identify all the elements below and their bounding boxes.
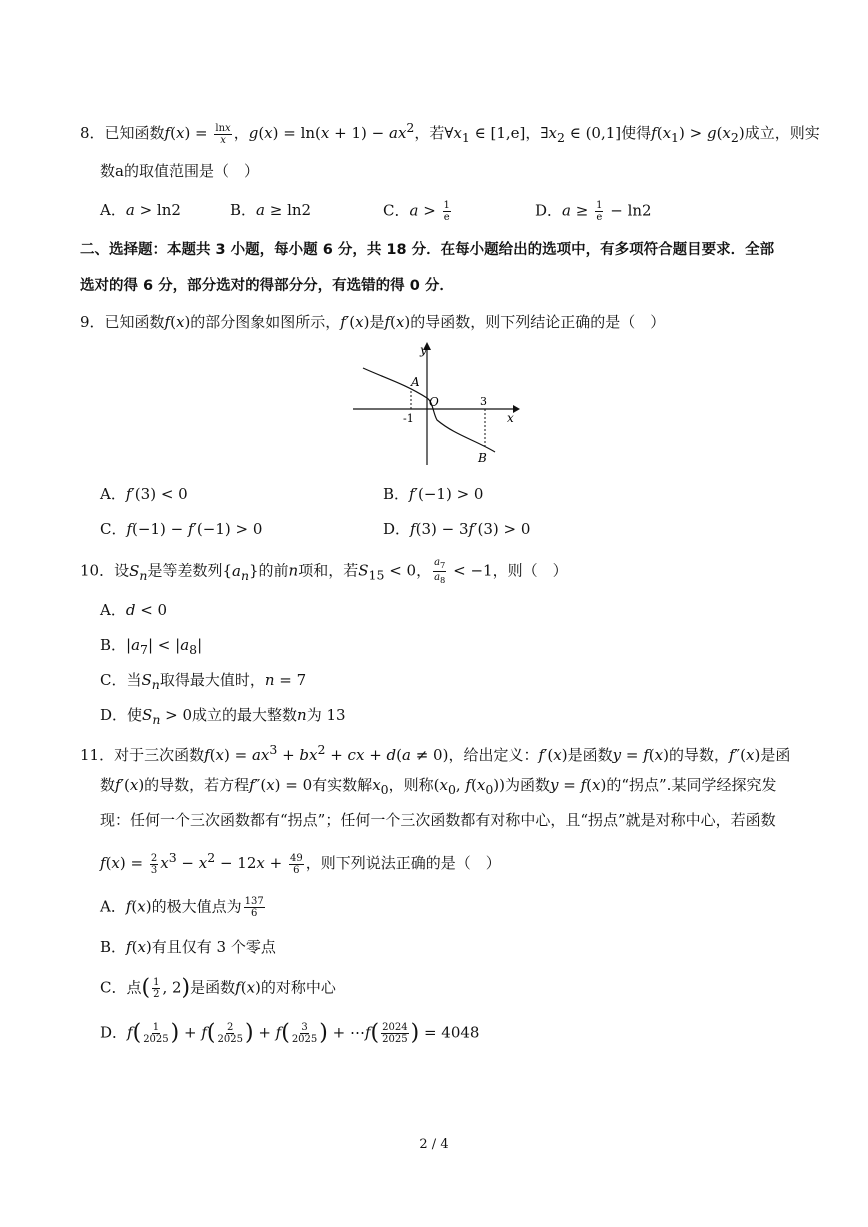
q8-stem-line2: 数a的取值范围是（ ） xyxy=(100,162,259,180)
q9-option-c: C．f(−1) − f′(−1) > 0 xyxy=(100,520,263,538)
q8-option-a: A．a > ln2 xyxy=(100,201,181,219)
q10-option-b: B．$|a_7| < |a_8|$ xyxy=(100,636,203,657)
q11-stem-line4: f(x) = $\frac{2}{3}$ $x^3 - x^2 - 12x$ + $\frac{49}{6}$ ，则下列说法正确的是（ ） xyxy=(100,850,501,876)
q9-option-d: D．f(3) − 3f′(3) > 0 xyxy=(383,520,531,538)
x-axis-arrow xyxy=(513,405,520,413)
label-x: x xyxy=(507,411,514,425)
q9-stem: 9．已知函数f(x)的部分图象如图所示，f′(x)是f(x)的导函数，则下列结论正确的是（ ） xyxy=(80,313,666,331)
label-B: B xyxy=(478,451,487,465)
q11-stem-line2: 数f′(x)的导数，若方程f″(x) = 0有实数解$x_0$，则称($x_0$, $f(x_0)$)为函数y = f(x)的“拐点”.某同学经探究发 xyxy=(100,776,777,797)
section-heading-line1: 二、选择题：本题共 3 小题，每小题 6 分，共 18 分．在每小题给出的选项中，有多项符合题目要求．全部 xyxy=(80,242,775,258)
q11-option-a: A．f(x)的极大值点为 $\frac{137}{6}$ xyxy=(100,896,264,919)
q11-option-c: C．点( $\frac{1}{2}$ , 2)是函数f(x)的对称中心 xyxy=(100,975,336,1001)
q8-option-d: D．a ≥ $\frac{1}{e}$ − ln2 xyxy=(535,200,652,223)
label-A: A xyxy=(411,375,420,389)
q8-option-b: B．a ≥ ln2 xyxy=(230,201,312,219)
q11-stem-line1: 11．对于三次函数$f(x) = ax^3 + bx^2$ + cx + d(a ≠ 0)，给出定义：f′(x)是函数y = f(x)的导数，f″(x)是函 xyxy=(80,742,791,764)
q11-option-b: B．f(x)有且仅有 3 个零点 xyxy=(100,938,276,956)
q10-option-d: D．使$S_n > 0$成立的最大整数n为 13 xyxy=(100,706,346,727)
q11-stem-line3: 现：任何一个三次函数都有“拐点”；任何一个三次函数都有对称中心，且“拐点”就是对称中心，若函数 xyxy=(100,811,776,829)
label-3: 3 xyxy=(480,395,487,408)
label-O: O xyxy=(429,395,439,409)
function-curve xyxy=(363,368,495,452)
q9-option-b: B．f′(−1) > 0 xyxy=(383,485,484,503)
q9-option-a: A．f′(3) < 0 xyxy=(100,485,188,503)
q8-option-c: C．a > $\frac{1}{e}$ xyxy=(383,200,450,223)
label-neg1: -1 xyxy=(403,412,414,425)
q11-option-d: D．f( $\frac{1}{2025}$ ) + f( $\frac{2}{2025}$ ) + f( $\frac{3}{2025}$ ) + ⋯f( $\frac{2024}{2025}$ ) = 4048 xyxy=(100,1020,480,1046)
label-y: y xyxy=(420,343,427,357)
q8-stem: 8．已知函数f(x) = $\frac{\ln x}{x}$ ，$g(x) = \ln(x + 1) - ax^2$，若$\forall x_1$ ∈ [1,e]，$\exists x_2$ ∈ (0,1]使得$f(x_1) > g(x_2)$成立，则实 xyxy=(80,120,820,146)
section-heading-line2: 选对的得 6 分，部分选对的得部分分，有选错的得 0 分． xyxy=(80,278,454,294)
page-number: 2 / 4 xyxy=(419,1137,449,1152)
q10-option-a: A．d < 0 xyxy=(100,601,168,619)
q10-stem: 10．设$S_n$是等差数列$\{a_n\}$的前n项和，若$S_{15} < 0$， $\frac{a_7}{a_8}$ < −1，则（ ） xyxy=(80,557,568,585)
q9-function-graph xyxy=(345,340,520,470)
q10-option-c: C．当$S_n$取得最大值时，n = 7 xyxy=(100,671,307,692)
